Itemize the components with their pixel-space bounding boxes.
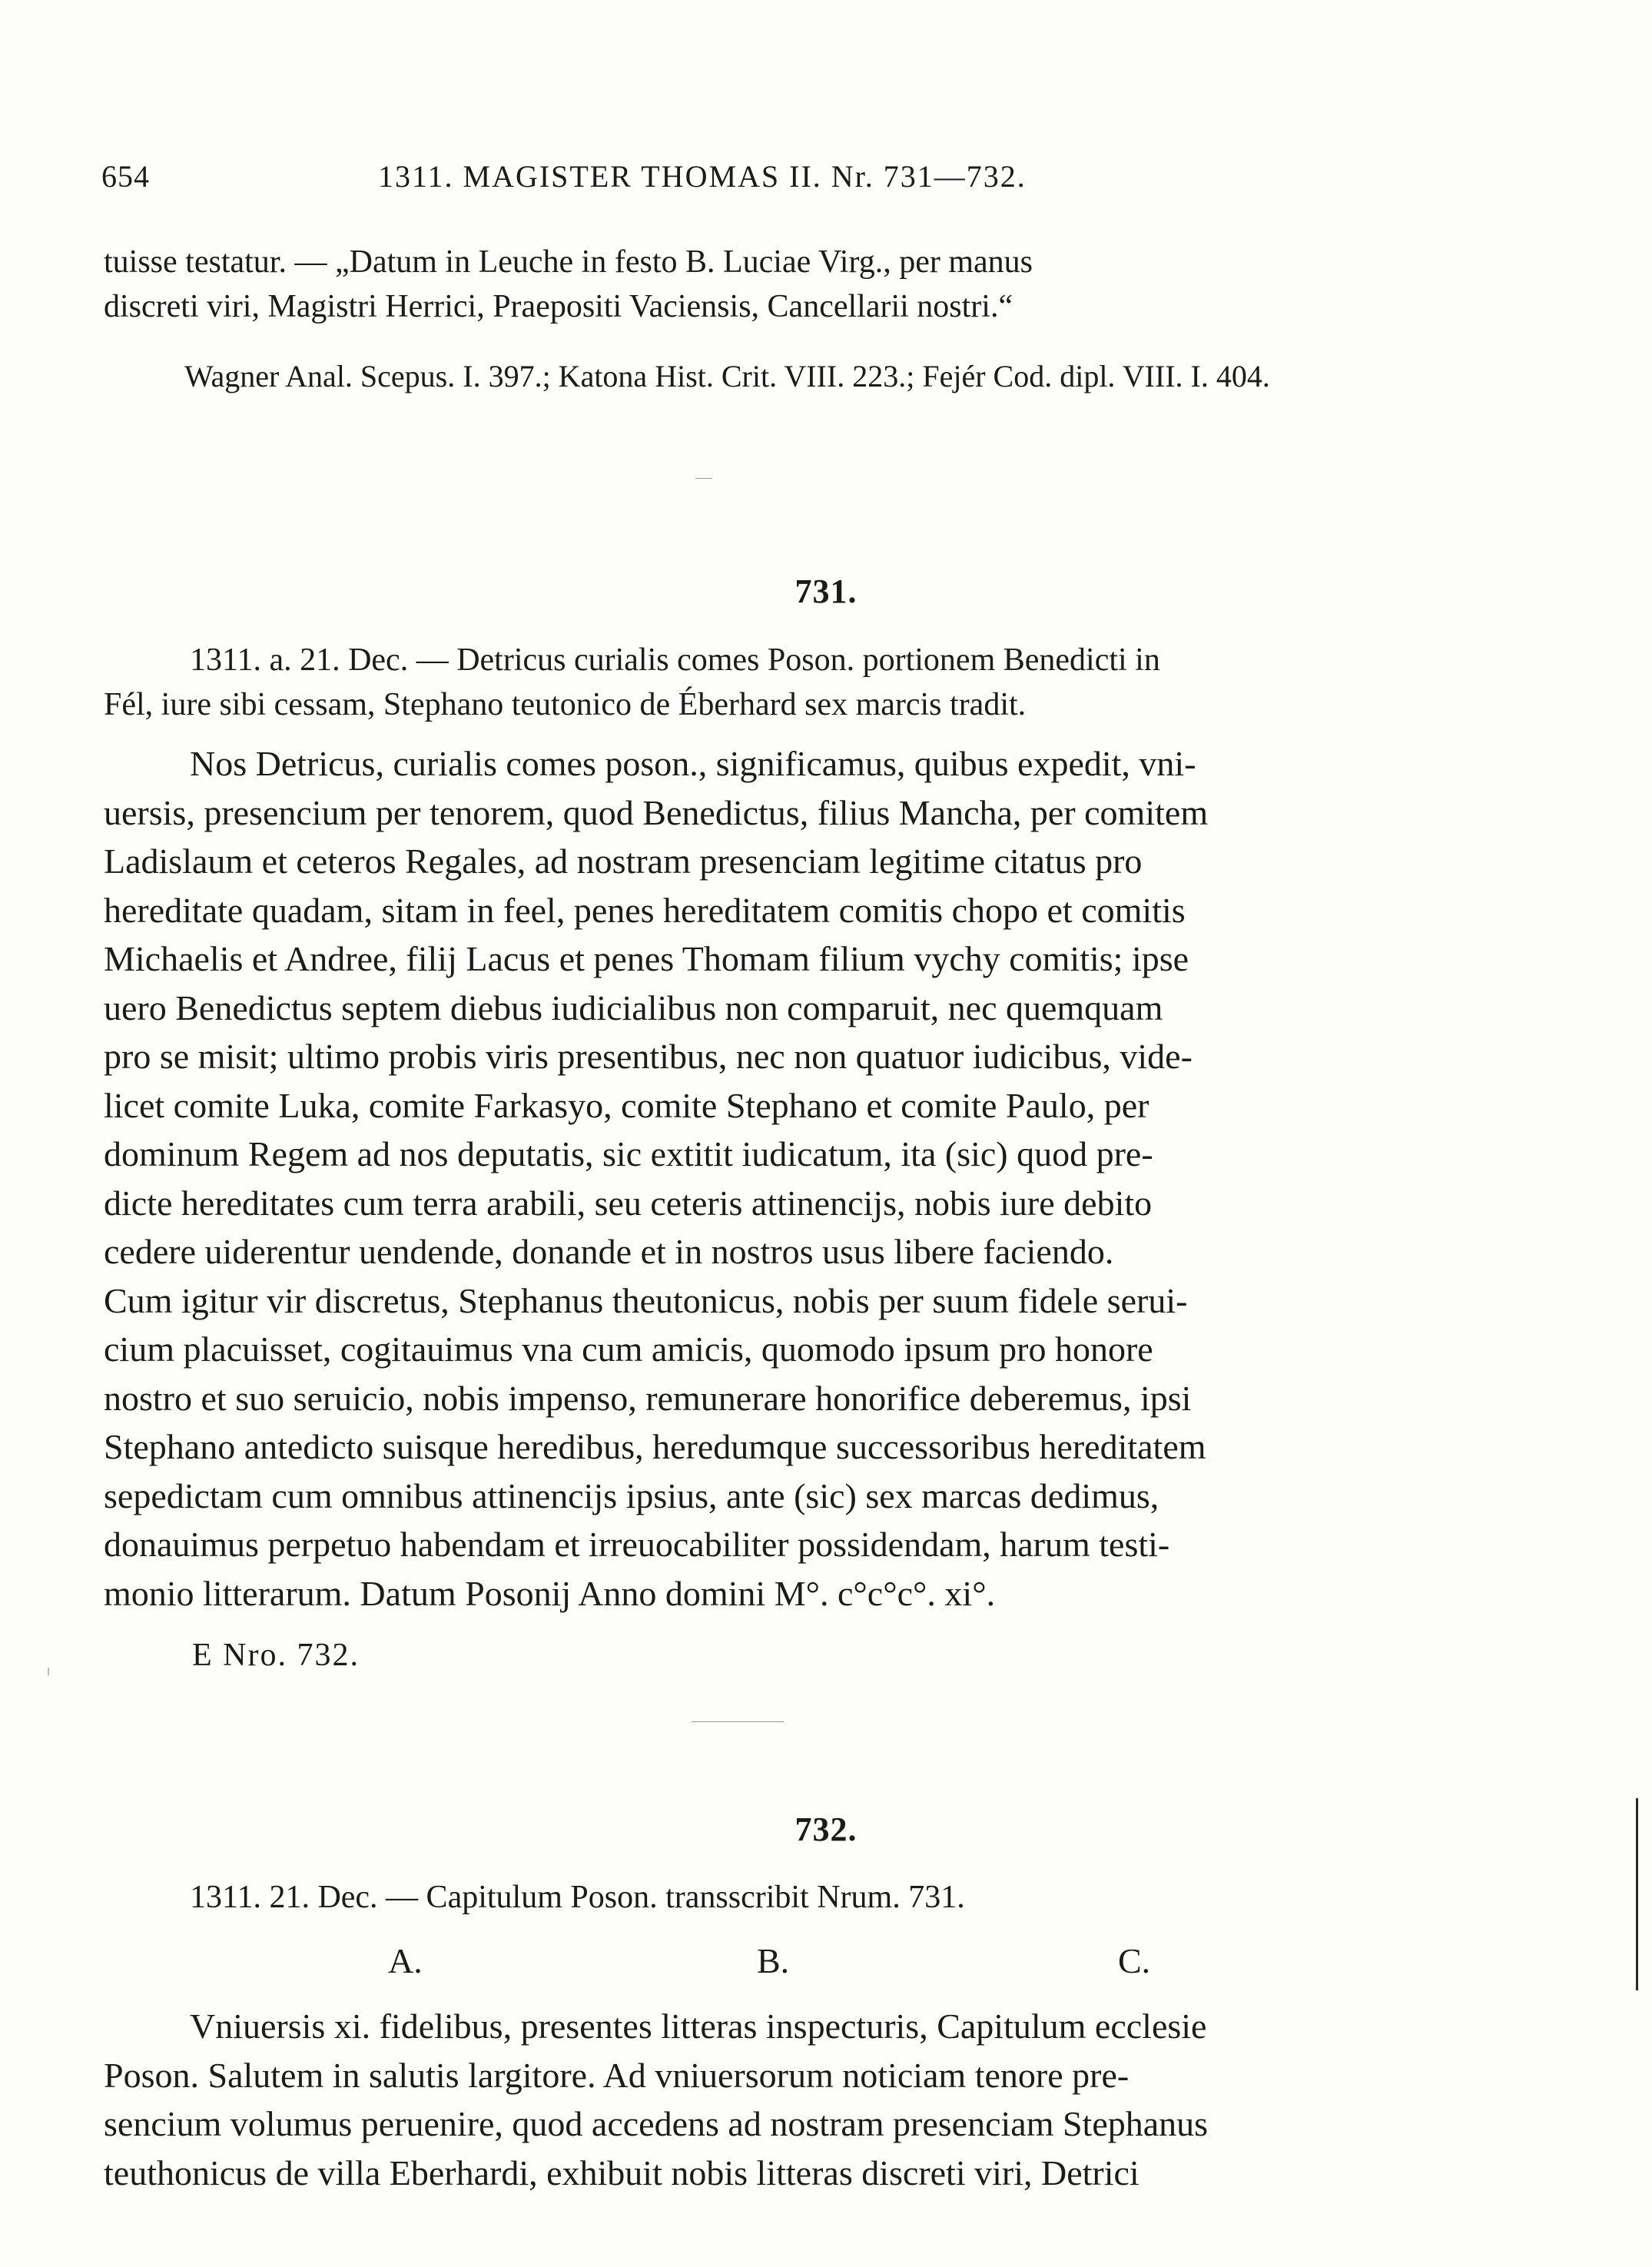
witness-label-b: B. [757,1941,790,1980]
text-line: Cum igitur vir discretus, Stephanus theutonicus, nobis per suum fidele serui- [104,1280,1188,1320]
text-line: licet comite Luka, comite Farkasyo, comite Stephano et comite Paulo, per [104,1085,1149,1125]
running-head: 1311. MAGISTER THOMAS II. Nr. 731—732. [378,159,1027,194]
witness-label-a: A. [388,1941,423,1980]
text-line: tuisse testatur. — „Datum in Leuche in festo B. Luciae Virg., per manus [104,244,1033,280]
section-separator [692,1721,784,1722]
text-line: dicte hereditates cum terra arabili, seu ceteris attinencijs, nobis iure debito [104,1183,1153,1223]
scan-mark [48,1668,49,1675]
witness-label-c: C. [1118,1941,1151,1980]
separator-mark [695,478,712,479]
page-number: 654 [101,159,150,194]
text-line: uero Benedictus septem diebus iudicialibus non comparuit, nec quemquam [104,987,1163,1027]
page-header [101,158,1454,204]
scan-edge-line [1636,1798,1638,1990]
text-line: sepedictam cum omnibus attinencijs ipsius, ante (sic) sex marcas dedimus, [104,1475,1159,1515]
document-number-732: 732. [794,1811,858,1848]
text-line: Stephano antedicto suisque heredibus, heredumque successoribus hereditatem [104,1427,1206,1466]
summary-line: Fél, iure sibi cessam, Stephano teutonico de Éberhard sex marcis tradit. [104,687,1027,722]
text-line: Nos Detricus, curialis comes poson., significamus, quibus expedit, vni- [190,744,1196,783]
text-line: pro se misit; ultimo probis viris presentibus, nec non quatuor iudicibus, vide- [104,1037,1193,1076]
text-line: teuthonicus de villa Eberhardi, exhibuit nobis litteras discreti viri, Detrici [104,2152,1139,2192]
text-line: monio litterarum. Datum Posonij Anno domini M°. c°c°c°. xi°. [104,1573,996,1613]
document-number-731: 731. [794,573,858,610]
summary-731 [104,638,1425,727]
text-line: Vniuersis xi. fidelibus, presentes litteras inspecturis, Capitulum ecclesie [190,2006,1207,2046]
bibliography-text: Wagner Anal. Scepus. I. 397.; Katona Hist. Crit. VIII. 223.; Fejér Cod. dipl. VIII. I. 404. [184,359,1270,393]
text-line: hereditate quadam, sitam in feel, penes hereditatem comitis chopo et comitis [104,890,1186,930]
summary-732 [104,1875,1425,1920]
text-line: cedere uiderentur uendende, donande et in nostros usus libere faciendo. [104,1232,1114,1271]
bibliography [104,355,1425,398]
text-line: discreti viri, Magistri Herrici, Praepositi Vaciensis, Cancellarii nostri.“ [104,289,1013,324]
summary-line: 1311. a. 21. Dec. — Detricus curialis comes Poson. portionem Benedicti in [190,642,1160,678]
continuation-text [104,240,1425,329]
text-line: Ladislaum et ceteros Regales, ad nostram presenciam legitime citatus pro [104,841,1143,881]
text-line: uersis, presencium per tenorem, quod Benedictus, filius Mancha, per comitem [104,792,1209,832]
text-line: nostro et suo seruicio, nobis impenso, remunerare honorifice deberemus, ipsi [104,1378,1192,1418]
cross-reference-note: E Nro. 732. [192,1638,360,1673]
text-line: cium placuisset, cogitauimus vna cum amicis, quomodo ipsum pro honore [104,1329,1153,1369]
text-line: donauimus perpetuo habendam et irreuocabiliter possidendam, harum testi- [104,1525,1170,1564]
charter-text-732 [104,2002,1425,2197]
text-line: dominum Regem ad nos deputatis, sic extitit iudicatum, ita (sic) quod pre- [104,1134,1153,1173]
charter-text-731 [104,739,1425,1618]
text-line: Poson. Salutem in salutis largitore. Ad vniuersorum noticiam tenore pre- [104,2055,1130,2095]
text-line: sencium volumus peruenire, quod accedens ad nostram presenciam Stephanus [104,2104,1209,2143]
text-line: Michaelis et Andree, filij Lacus et penes Thomam filium vychy comitis; ipse [104,939,1189,978]
summary-line: 1311. 21. Dec. — Capitulum Poson. transscribit Nrum. 731. [190,1880,965,1915]
